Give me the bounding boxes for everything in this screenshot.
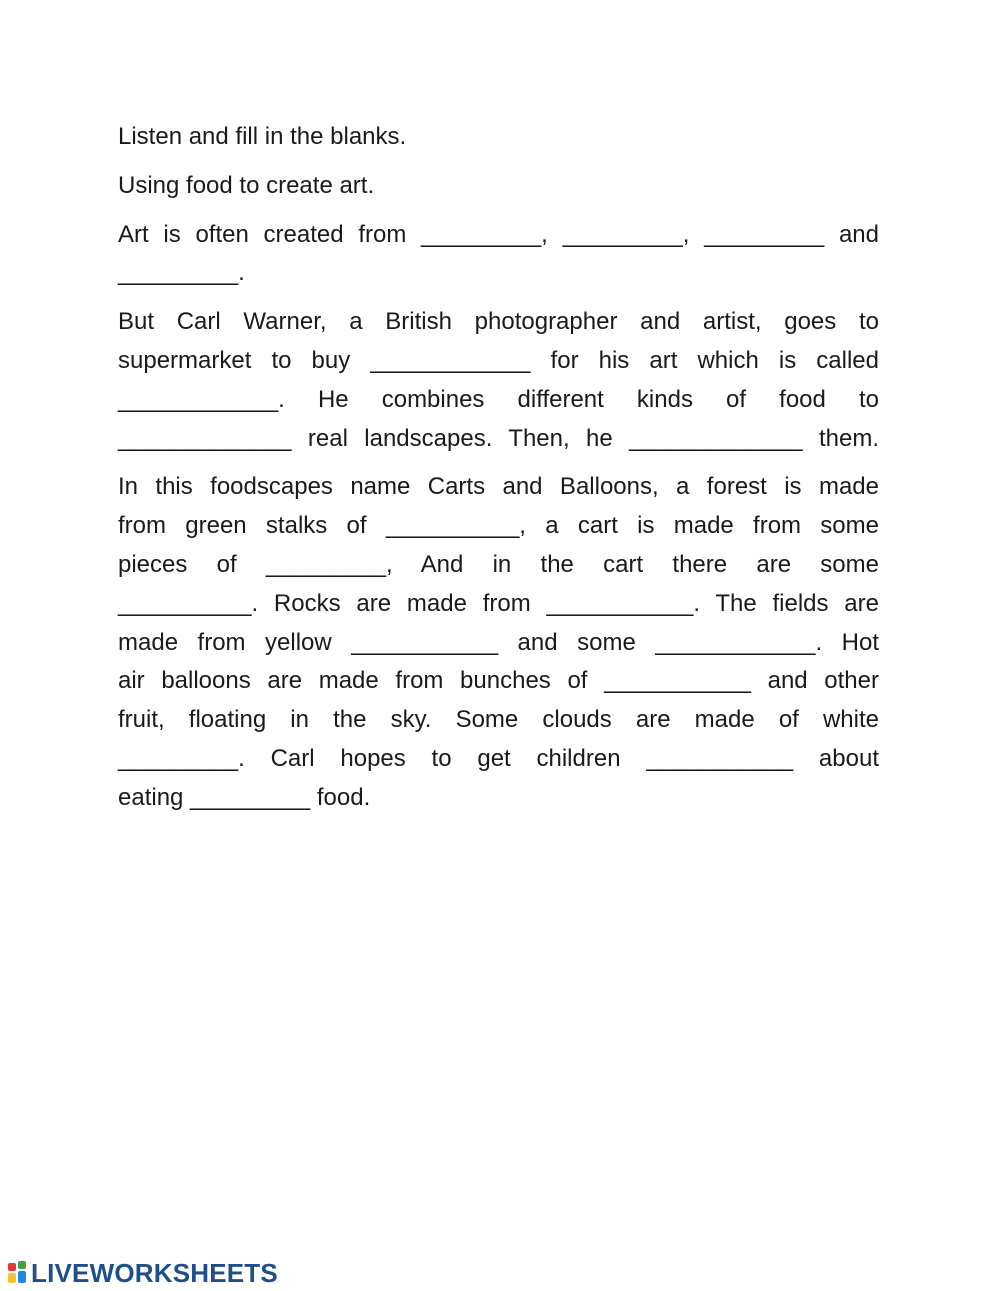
logo-mark-icon bbox=[8, 1261, 28, 1285]
paragraph-line: from green stalks of __________, a cart is made from some bbox=[118, 512, 879, 540]
liveworksheets-logo[interactable] bbox=[8, 1257, 278, 1289]
paragraph-line: Art is often created from _________, _________, _________ and bbox=[118, 220, 879, 248]
paragraph-line: fruit, floating in the sky. Some clouds are made of white bbox=[118, 706, 879, 734]
paragraph-line: __________. Rocks are made from ___________. The fields are bbox=[118, 589, 879, 617]
paragraph-line: eating _________ food. bbox=[118, 783, 371, 811]
paragraph-line: _____________ real landscapes. Then, he _____________ them. bbox=[118, 424, 879, 452]
paragraph-line: pieces of _________, And in the cart there are some bbox=[118, 550, 879, 578]
worksheet-content bbox=[118, 118, 879, 828]
paragraph-line: air balloons are made from bunches of ___________ and other bbox=[118, 667, 879, 695]
paragraph-line: ____________. He combines different kinds of food to bbox=[118, 385, 879, 413]
paragraph-carts-and-balloons bbox=[118, 468, 879, 817]
paragraph-line: supermarket to buy ____________ for his art which is called bbox=[118, 346, 879, 374]
paragraph-line: But Carl Warner, a British photographer and artist, goes to bbox=[118, 308, 879, 336]
instruction-text: Listen and fill in the blanks. bbox=[118, 123, 407, 150]
paragraph-carl-warner bbox=[118, 303, 879, 458]
paragraph-line: In this foodscapes name Carts and Balloons, a forest is made bbox=[118, 473, 879, 501]
paragraph-art-materials bbox=[118, 216, 879, 294]
worksheet-title: Using food to create art. bbox=[118, 171, 375, 199]
paragraph-line: made from yellow ___________ and some ____________. Hot bbox=[118, 628, 879, 656]
logo-text: LIVEWORKSHEETS bbox=[31, 1257, 278, 1288]
paragraph-line: _________. bbox=[118, 259, 245, 287]
paragraph-line: _________. Carl hopes to get children ___________ about bbox=[118, 744, 879, 772]
